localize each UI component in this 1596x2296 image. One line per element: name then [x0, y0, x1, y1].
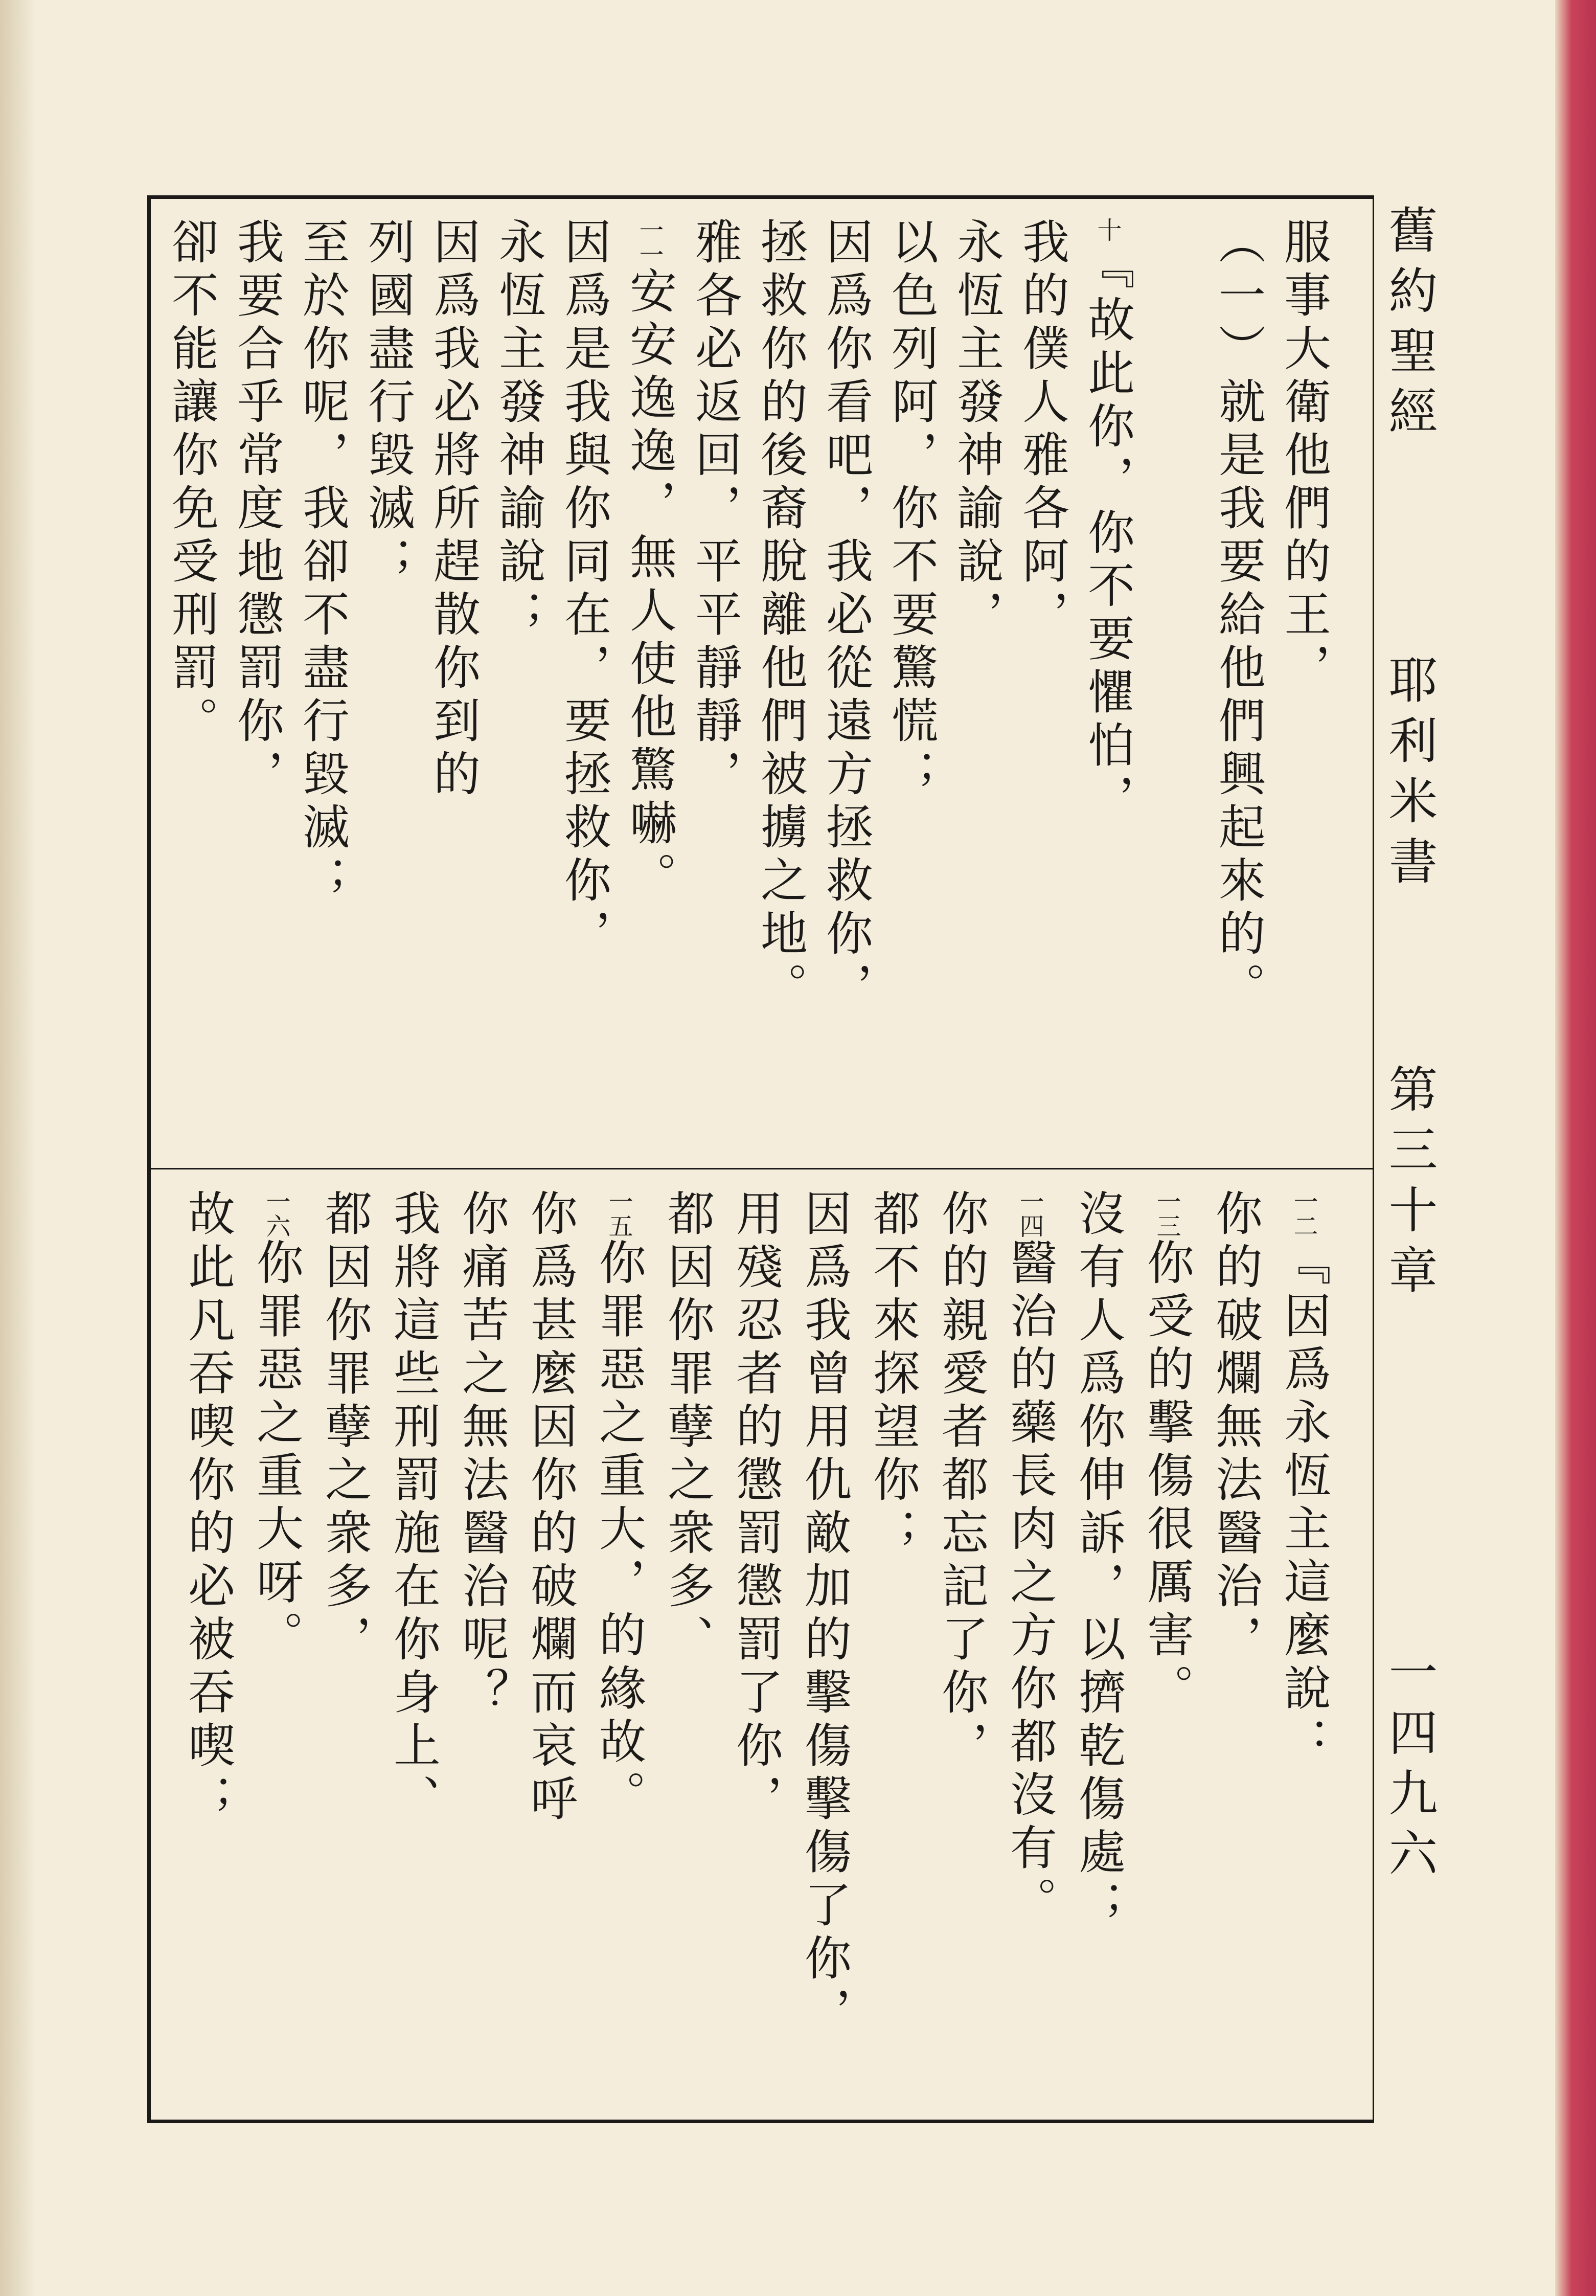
text-column	[512, 1189, 588, 2089]
page-edge-red	[1555, 0, 1596, 2296]
text-line: 醫治的藥長肉之方你都沒有。	[1002, 1238, 1057, 1929]
text-line: 因爲你看吧，我必從遠方拯救你，	[818, 217, 873, 1015]
text-column	[415, 217, 491, 1117]
text-column	[807, 217, 884, 1117]
text-column	[1200, 217, 1276, 1117]
section-divider	[151, 1168, 1373, 1169]
text-column	[238, 1189, 314, 2089]
text-column	[938, 217, 1015, 1117]
text-line: 因爲是我與你同在，要拯救你，	[557, 217, 611, 962]
text-line: 我要合乎常度地懲罰你，	[230, 217, 284, 802]
page-binding-shadow	[0, 0, 36, 2296]
text-column	[717, 1189, 794, 2089]
text-column	[169, 1189, 246, 2089]
text-line: 『因爲永恆主這麼說：	[1276, 1238, 1331, 1770]
text-line: 沒有人爲你伸訴，以擠乾傷處；	[1071, 1189, 1126, 1933]
text-line: 你的親愛者都忘記了你，	[934, 1189, 989, 1774]
text-line: 你的破爛無法醫治，	[1208, 1189, 1263, 1668]
text-line: 你痛苦之無法醫治呢？	[454, 1189, 509, 1721]
text-line: 永恆主發神諭說，	[949, 217, 1004, 643]
text-column	[1004, 217, 1080, 1117]
text-line: 你罪惡之重大呀。	[249, 1238, 304, 1663]
text-column	[443, 1189, 520, 2089]
verse-number: 一三	[1152, 1189, 1181, 1238]
running-header	[1371, 205, 1448, 2199]
text-column	[854, 1189, 931, 2089]
text-column	[649, 1189, 725, 2089]
verse-number: 十	[1093, 217, 1122, 242]
text-line: 因爲我曾用仇敵加的擊傷擊傷了你，	[797, 1189, 852, 2040]
text-line: 你爲甚麼因你的破爛而哀呼	[523, 1189, 578, 1827]
text-line: 以色列阿，你不要驚慌；	[884, 217, 939, 802]
text-column	[1069, 217, 1146, 1117]
text-column	[742, 217, 818, 1117]
text-column	[580, 1189, 657, 2089]
text-line: 至於你呢，我卻不盡行毀滅；	[295, 217, 350, 909]
text-column	[1265, 1189, 1342, 2089]
verse-number: 一一	[635, 217, 664, 266]
text-line: 雅各必返回，平平靜靜，	[688, 217, 742, 802]
text-column	[375, 1189, 451, 2089]
text-frame	[147, 195, 1374, 2123]
text-column	[676, 217, 753, 1117]
text-column	[1060, 1189, 1136, 2089]
text-column	[480, 217, 557, 1117]
text-line: 用殘忍者的懲罰懲罰了你，	[728, 1189, 783, 1827]
verse-number: 一二	[1289, 1189, 1318, 1238]
text-line: 卻不能讓你免受刑罰。	[164, 217, 219, 749]
text-column	[991, 1189, 1068, 2089]
text-line: 我將這些刑罰施在你身上、	[386, 1189, 441, 1827]
book-name: 耶利米書	[1381, 655, 1438, 896]
text-column	[923, 1189, 999, 2089]
text-column	[1128, 1189, 1205, 2089]
text-column	[1134, 217, 1211, 1117]
text-line: 安安逸逸，無人使他驚嚇。	[622, 266, 677, 905]
text-line: 都因你罪孽之衆多、	[660, 1189, 715, 1668]
text-column	[306, 1189, 383, 2089]
page-number: 一四九六	[1381, 1647, 1438, 1888]
text-column	[873, 217, 949, 1117]
verse-number: 一六	[262, 1189, 290, 1238]
text-column	[153, 217, 230, 1117]
verse-number: 一四	[1015, 1189, 1044, 1238]
text-column	[349, 217, 426, 1117]
text-line: 因爲我必將所趕散你到的	[426, 217, 481, 802]
text-column	[545, 217, 622, 1117]
text-line: 你罪惡之重大，的緣故。	[591, 1238, 646, 1823]
text-line: 你受的擊傷很厲害。	[1139, 1238, 1194, 1717]
text-column	[1265, 217, 1342, 1117]
text-line: 永恆主發神諭說；	[491, 217, 546, 643]
text-line: 服事大衛他們的王，	[1276, 217, 1331, 696]
text-line: 都不來探望你；	[865, 1189, 920, 1561]
verse-number: 一五	[604, 1189, 633, 1238]
text-line: 都因你罪孽之衆多，	[317, 1189, 372, 1668]
text-line: 『故此你，你不要懼怕，	[1080, 242, 1135, 827]
text-column	[611, 217, 688, 1117]
text-column	[786, 1189, 862, 2089]
text-line: 故此凡吞喫你的必被吞喫；	[180, 1189, 235, 1827]
text-line: 列國盡行毀滅；	[360, 217, 415, 590]
text-line: （一）就是我要給他們興起來的。	[1211, 217, 1266, 1015]
book-title: 舊約聖經	[1381, 205, 1438, 446]
chapter-title: 第三十章	[1381, 1064, 1438, 1305]
text-line: 我的僕人雅各阿，	[1015, 217, 1069, 643]
text-column	[1197, 1189, 1273, 2089]
text-column	[218, 217, 295, 1117]
text-column	[284, 217, 360, 1117]
text-line: 拯救你的後裔脫離他們被擄之地。	[753, 217, 808, 1015]
